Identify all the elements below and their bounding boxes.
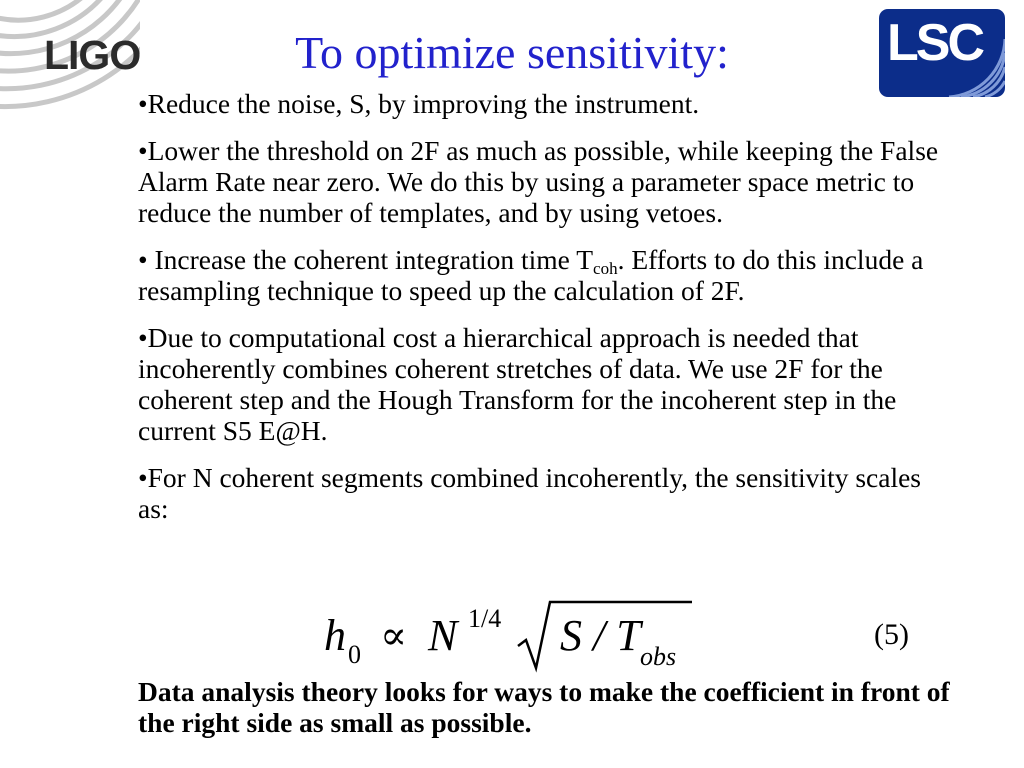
lsc-logo-text: LSC (887, 14, 982, 72)
conclusion-text: Data analysis theory looks for ways to make the coefficient in front of the right side as small as possible. (138, 676, 950, 738)
bullet-integration-rest: . Efforts to do this include a resampling technique to speed up the calculation of 2F. (138, 244, 924, 306)
eq-proportional-symbol: ∝ (380, 613, 408, 658)
eq-s-over-t: S / T (560, 611, 641, 660)
eq-n-exponent: 1/4 (468, 604, 502, 633)
ligo-logo: LIGO (44, 32, 141, 78)
bullet-hierarchical: •Due to computational cost a hierarchical approach is needed that incoherently combines coherent stretches of data. We use 2F for the coherent step and the Hough Transform for the incoherent step in the current S5 E@H. (138, 322, 897, 446)
eq-h: h (324, 611, 346, 660)
bullet-lower-threshold: •Lower the threshold on 2F as much as possible, while keeping the False Alarm Rate near zero. We do this by using a parameter space metric to reduce the number of templates, and by using vetoes. (138, 135, 939, 228)
eq-t-subscript: obs (640, 642, 677, 671)
bullet-list (138, 88, 958, 540)
bullet-reduce-noise: •Reduce the noise, S, by improving the instrument. (138, 88, 700, 119)
bullet-sensitivity-scaling: •For N coherent segments combined incoherently, the sensitivity scales as: (138, 462, 921, 524)
tcoh-subscript: coh (593, 259, 618, 278)
bullet-integration-time (138, 244, 958, 306)
bullet-integration-text: • Increase the coherent integration time T (138, 244, 594, 275)
equation-number: (5) (874, 618, 909, 651)
sensitivity-equation (320, 598, 700, 673)
slide-title: To optimize sensitivity: (295, 27, 729, 78)
eq-h-subscript: 0 (348, 640, 361, 669)
eq-n: N (428, 611, 458, 660)
